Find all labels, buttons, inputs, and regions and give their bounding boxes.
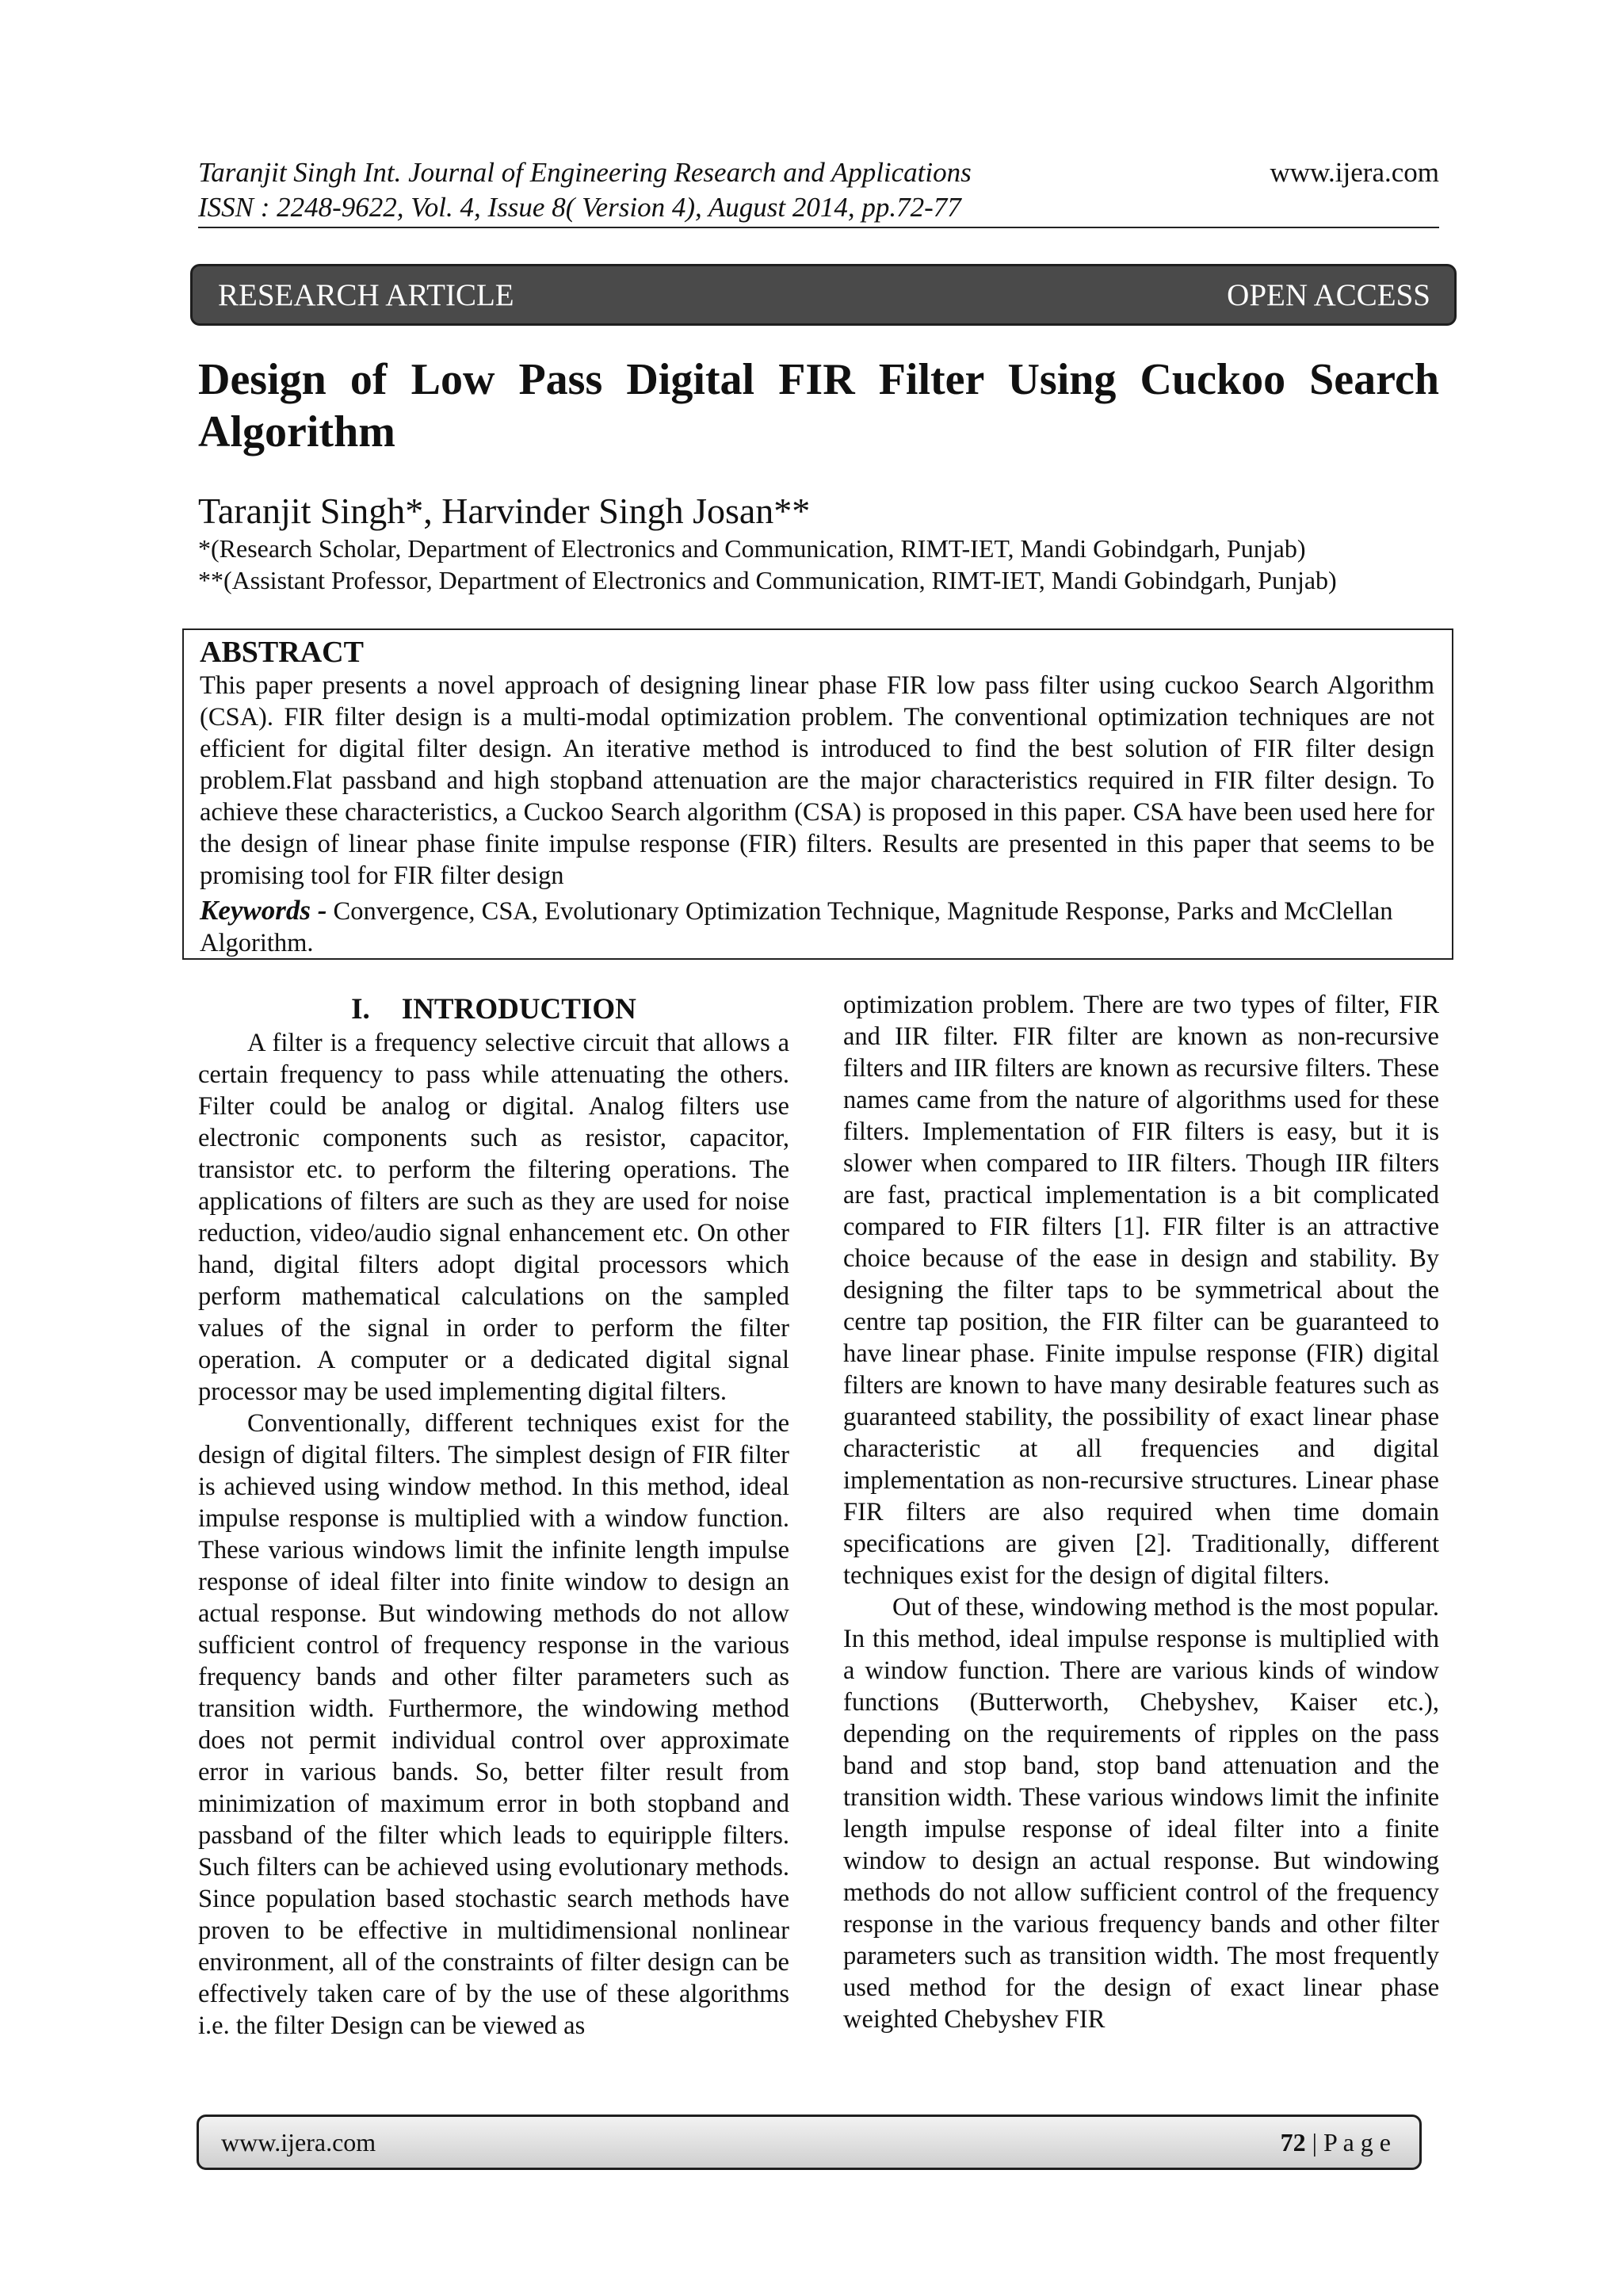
header-website: www.ijera.com xyxy=(1270,157,1439,188)
header-rule xyxy=(198,227,1439,228)
issn-line: ISSN : 2248-9622, Vol. 4, Issue 8( Version 4), August 2014, pp.72-77 xyxy=(198,192,961,223)
page-indicator xyxy=(1281,2128,1391,2157)
article-type-banner xyxy=(190,264,1457,326)
running-header xyxy=(198,155,1439,225)
left-column xyxy=(198,989,789,2042)
affiliation-2: **(Assistant Professor, Department of Electronics and Communication, RIMT-IET, Mandi Gobindgarh, Punjab) xyxy=(198,566,1337,594)
section-title: INTRODUCTION xyxy=(401,993,636,1026)
paper-title: Design of Low Pass Digital FIR Filter Using Cuckoo Search Algorithm xyxy=(198,355,1439,457)
banner-research-article: RESEARCH ARTICLE xyxy=(218,277,514,312)
keywords xyxy=(200,895,1434,959)
left-paragraph-1: A filter is a frequency selective circuit that allows a certain frequency to pass while attenuating the others. Filter could be analog or digital. Analog filters use electronic components such as resistor, capacitor, transistor etc. to perform the filtering operations. The applications of filters are such as they are used for noise reduction, video/audio signal enhancement etc. On other hand, digital filters adopt digital processors which perform mathematical calculations on the sampled values of the signal in order to perform the filter operation. A computer or a dedicated digital signal processor may be used implementing digital filters. xyxy=(198,1029,789,1406)
left-paragraph-2: Conventionally, different techniques exist for the design of digital filters. The simplest design of FIR filter is achieved using window method. In this method, ideal impulse response is multiplied with a window function. These various windows limit the infinite length impulse response of ideal filter into finite window to design an actual response. But windowing methods do not allow sufficient control of frequency response in the various frequency bands and other filter parameters such as transition width. Furthermore, the windowing method does not permit individual control over approximate error in various bands. So, better filter result from minimization of maximum error in both stopband and passband of the filter which leads to equiripple filters. Such filters can be achieved using evolutionary methods. Since population based stochastic search methods have proven to be effective in multidimensional nonlinear environment, all of the constraints of filter design can be effectively taken care of by the use of these algorithms i.e. the filter Design can be viewed as xyxy=(198,1409,789,2040)
banner-open-access: OPEN ACCESS xyxy=(1227,277,1430,312)
abstract-heading: ABSTRACT xyxy=(200,636,364,669)
page-footer xyxy=(197,2115,1422,2170)
right-column xyxy=(843,989,1439,2035)
section-number: I. xyxy=(351,993,370,1026)
section-heading-introduction xyxy=(198,992,789,1027)
abstract-box xyxy=(182,628,1453,960)
page-label: | P a g e xyxy=(1305,2127,1391,2157)
right-paragraph-1: optimization problem. There are two types of filter, FIR and IIR filter. FIR filter are known as non-recursive filters and IIR filters are known as recursive filters. These names came from the nature of algorithms used for these filters. Implementation of FIR filters is easy, but it is slower when compared to IIR filters. Though IIR filters are fast, practical implementation is a bit complicated compared to FIR filters [1]. FIR filter is an attractive choice because of the ease in design and stability. By designing the filter taps to be symmetrical about the centre tap position, the FIR filter can be guaranteed to have linear phase. Finite impulse response (FIR) digital filters are known to have many desirable features such as guaranteed stability, the possibility of exact linear phase characteristic at all frequencies and digital implementation as non-recursive structures. Linear phase FIR filters are also required when time domain specifications are given [2]. Traditionally, different techniques exist for the design of digital filters. xyxy=(843,991,1439,1590)
right-paragraph-2: Out of these, windowing method is the most popular. In this method, ideal impulse response is multiplied with a window function. There are various kinds of window functions (Butterworth, Chebyshev, Kaiser etc.), depending on the requirements of ripples on the pass band and stop band, stop band attenuation and the transition width. These various windows limit the infinite length impulse response of ideal filter into a finite window to design an actual response. But windowing methods do not allow sufficient control of the frequency response in the various frequency bands and other filter parameters such as transition width. The most frequently used method for the design of exact linear phase weighted Chebyshev FIR xyxy=(843,1593,1439,2034)
authors: Taranjit Singh*, Harvinder Singh Josan** xyxy=(198,491,811,531)
abstract-body: This paper presents a novel approach of designing linear phase FIR low pass filter using cuckoo Search Algorithm (CSA). FIR filter design is a multi-modal optimization problem. The conventional optimization techniques are not efficient for digital filter design. An iterative method is introduced to find the best solution of FIR filter design problem.Flat passband and high stopband attenuation are the major characteristics required in FIR filter design. To achieve these characteristics, a Cuckoo Search algorithm (CSA) is proposed in this paper. CSA have been used here for the design of linear phase finite impulse response (FIR) filters. Results are presented in this paper that seems to be promising tool for FIR filter design xyxy=(200,671,1434,890)
keywords-label: Keywords - xyxy=(200,895,327,926)
journal-line: Taranjit Singh Int. Journal of Engineering Research and Applications xyxy=(198,157,972,188)
keywords-list: Convergence, CSA, Evolutionary Optimization Technique, Magnitude Response, Parks and McClellan Algorithm. xyxy=(200,897,1393,957)
affiliations xyxy=(198,533,1439,596)
page-number: 72 xyxy=(1280,2127,1306,2157)
footer-website: www.ijera.com xyxy=(221,2127,376,2157)
affiliation-1: *(Research Scholar, Department of Electronics and Communication, RIMT-IET, Mandi Gobindgarh, Punjab) xyxy=(198,534,1306,563)
